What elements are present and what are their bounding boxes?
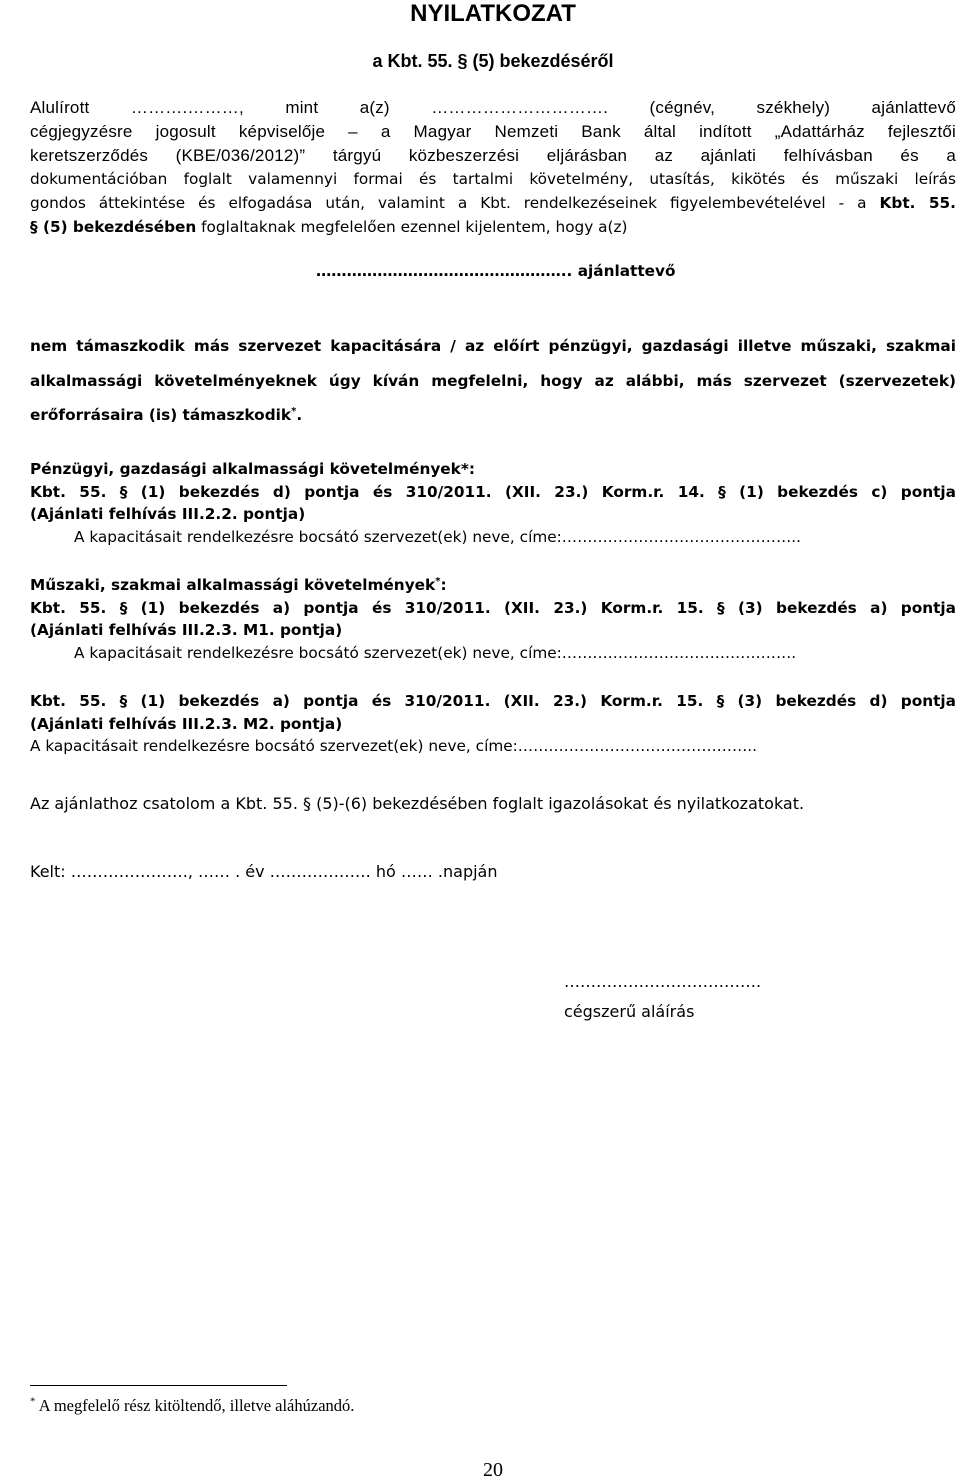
page-subtitle: a Kbt. 55. § (5) bekezdéséről [372, 51, 614, 71]
body-line: dokumentációban foglalt valamennyi formai és tartalmi követelmény, utasítás, kikötés és műszaki leírás [30, 170, 956, 188]
technical-section [30, 574, 956, 664]
footnote-star: * [30, 1395, 36, 1408]
date-line: Kelt: …………………., …… . év ………………. hó …… .napján [30, 862, 498, 881]
signature-label: cégszerű aláírás [564, 1002, 695, 1021]
bidder-line: ………………………………………….. ajánlattevő [316, 262, 676, 280]
footnote-marker: * [291, 405, 297, 417]
intro-line: cégjegyzésre jogosult képviselője – a Magyar Nemzeti Bank által indított „Adattárház fejlesztői [30, 122, 956, 141]
intro-line: keretszerződés (KBE/036/2012)” tárgyú közbeszerzési eljárásban az ajánlati felhívásban és a [30, 146, 956, 165]
declaration-period: . [296, 406, 303, 424]
technical-reference-2: Kbt. 55. § (1) bekezdés a) pontja és 310/2011. (XII. 23.) Korm.r. 15. § (3) bekezdés d) pontja [30, 692, 956, 710]
body-line [30, 191, 956, 215]
technical-heading-text: Műszaki, szakmai alkalmassági követelmények [30, 576, 436, 594]
body-paragraph [30, 167, 956, 239]
intro-line: Alulírott ……….………, mint a(z) …………………………. (cégnév, székhely) ajánlattevő [30, 98, 956, 117]
technical-reference-1: Kbt. 55. § (1) bekezdés a) pontja és 310/2011. (XII. 23.) Korm.r. 15. § (3) bekezdés a) pontja [30, 598, 956, 617]
declaration-line [30, 398, 956, 433]
attachment-statement: Az ajánlathoz csatolom a Kbt. 55. § (5)-(6) bekezdésében foglalt igazolásokat és nyilatkozatokat. [30, 794, 805, 813]
body-line-bold: § (5) bekezdésében [30, 218, 197, 236]
technical-reference-2-note: (Ajánlati felhívás III.2.3. M2. pontja) [30, 714, 343, 733]
financial-capacity-line: A kapacitásait rendelkezésre bocsátó szervezet(ek) neve, címe:……………………………………….. [74, 527, 801, 546]
declaration-line: nem támaszkodik más szervezet kapacitására / az előírt pénzügyi, gazdasági illetve műszaki, szakmai [30, 337, 956, 355]
financial-reference-note: (Ajánlati felhívás III.2.2. pontja) [30, 505, 306, 523]
declaration-paragraph [30, 329, 956, 433]
declaration-text: erőforrásaira (is) támaszkodik [30, 406, 292, 424]
footnote-divider [30, 1385, 287, 1386]
page-number: 20 [483, 1459, 503, 1481]
technical-capacity-line-2: A kapacitásait rendelkezésre bocsátó szervezet(ek) neve, címe:……………………………………….. [30, 737, 757, 755]
declaration-line: alkalmassági követelményeknek úgy kíván megfelelni, hogy az alábbi, más szervezet (szervezetek) [30, 371, 956, 390]
technical-section-2 [30, 690, 956, 758]
financial-heading: Pénzügyi, gazdasági alkalmassági követelmények*: [30, 460, 475, 478]
technical-reference-1-note: (Ajánlati felhívás III.2.3. M1. pontja) [30, 621, 343, 639]
body-line-text: foglaltaknak megfelelően ezennel kijelentem, hogy a(z) [196, 218, 628, 236]
signature-line: ………………………………. [564, 972, 762, 991]
body-line-bold: Kbt. 55. [879, 194, 956, 212]
footnote-marker: * [435, 575, 441, 587]
technical-heading-colon: : [440, 576, 447, 594]
financial-section [30, 458, 956, 548]
footnote [30, 1396, 354, 1416]
technical-capacity-line-1: A kapacitásait rendelkezésre bocsátó szervezet(ek) neve, címe:………………………………………. [74, 643, 797, 662]
body-line [30, 215, 956, 239]
intro-paragraph [30, 96, 956, 168]
page-title: NYILATKOZAT [410, 0, 576, 27]
technical-heading [30, 574, 956, 597]
financial-reference: Kbt. 55. § (1) bekezdés d) pontja és 310/2011. (XII. 23.) Korm.r. 14. § (1) bekezdés c) pontja [30, 482, 956, 501]
footnote-text: A megfelelő rész kitöltendő, illetve aláhúzandó. [35, 1396, 355, 1415]
body-line-text: gondos áttekintése és elfogadása után, valamint a Kbt. rendelkezéseinek figyelembevételével - a [30, 194, 867, 212]
